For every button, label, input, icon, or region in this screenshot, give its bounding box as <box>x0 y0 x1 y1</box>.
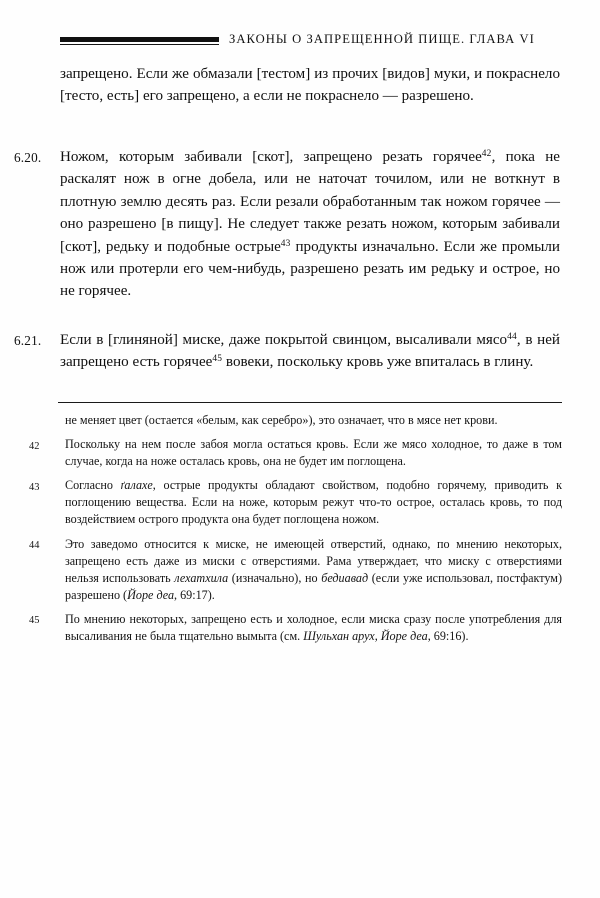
footnote-44-term-lehatchila: лехатхила <box>174 570 229 585</box>
footnote-43-part-2: , острые продукты обладают свойством, подобно горячему, приводить к поглощению вещества. Если на ноже, которым режут что-то острое, осталась кровь, то под воздействием острого продукта она будет поглощена ножом. <box>65 478 562 527</box>
footnote-44-source-yore-dea: Йоре деа <box>127 587 175 602</box>
running-head-rule-ornament <box>60 34 219 45</box>
footnote-44-part-1: Это заведомо относится к миске, не имеющей отверстий, однако, по мнению некоторых, запрещено есть даже из миски с отверстиями. Рама утверждает, что миску с отверстиями нельзя использовать <box>65 536 562 585</box>
footnote-44-part-3: (если уже использовал, постфактум) разрешено ( <box>65 570 562 602</box>
footnote-ref-42[interactable]: 42 <box>481 149 492 160</box>
footnote-43-part-1: Согласно <box>65 478 121 493</box>
rule-thick <box>60 37 219 42</box>
footnote-text-43 <box>65 477 562 528</box>
running-head <box>60 28 576 50</box>
continued-paragraph: запрещено. Если же обмазали [тестом] из прочих [видов] муки, и покраснело [тесто, есть] его запрещено, а если не покраснело — разрешено. <box>60 66 560 105</box>
section-text-part-2: , в ней запрещено есть горячее <box>60 332 560 371</box>
footnote-number-45[interactable]: 45 <box>29 615 40 627</box>
footnote-text-45 <box>65 611 562 645</box>
section-6-21 <box>14 329 560 374</box>
footnotes-area <box>29 412 562 645</box>
footnote-ref-44[interactable]: 44 <box>507 332 517 343</box>
section-text-part-1: Если в [глиняной] миске, даже покрытой свинцом, высаливали мясо <box>60 332 508 348</box>
footnote-45-part-1: По мнению некоторых, запрещено есть и холодное, если миска сразу после употребления для высаливания не была тщательно вымыта (см. <box>65 611 562 644</box>
section-text-part-3: продукты изначально. Если же промыли нож или протерли его чем-нибудь, разрешено резать им редьку и острое, но не горячее. <box>60 238 560 300</box>
section-body <box>60 146 560 303</box>
section-number: 6.20. <box>14 150 42 165</box>
footnote-continued-text: не меняет цвет (остается «белым, как серебро»), это означает, что в мясе нет крови. <box>65 413 498 427</box>
section-body <box>60 329 560 374</box>
footnote-number-44[interactable]: 44 <box>29 540 40 552</box>
footnote-item <box>29 536 562 604</box>
footnote-44-term-bediavad: бедиавад <box>321 570 369 585</box>
section-text-part-1: Ножом, которым забивали [скот], запрещено резать горячее <box>60 149 482 165</box>
footnote-item <box>29 611 562 645</box>
footnote-45-source-shulchan-aruch: Шульхан арух, Йоре деа <box>303 629 428 644</box>
section-text-part-3: вовеки, поскольку кровь уже впиталась в глину. <box>222 354 534 371</box>
footnote-item <box>29 436 562 470</box>
section-6-20 <box>14 146 560 303</box>
rule-thin <box>60 44 219 45</box>
footnote-number-43[interactable]: 43 <box>29 481 40 493</box>
footnote-item <box>29 477 562 528</box>
footnote-text-44 <box>65 536 562 604</box>
footnote-44-part-4: , 69:17). <box>174 587 215 602</box>
footnote-43-term-halacha: ґалахе <box>120 478 153 493</box>
footnote-44-part-2: (изначально), но <box>228 570 322 585</box>
running-head-title: ЗАКОНЫ О ЗАПРЕЩЕННОЙ ПИЩЕ. ГЛАВА VI <box>229 31 535 46</box>
footnote-separator <box>58 402 562 403</box>
footnote-text-42: Поскольку на нем после забоя могла остаться кровь. Если же мясо холодное, то даже в том случае, когда на ноже осталась кровь, она не будет им поглощена. <box>65 437 562 469</box>
section-text-part-2: , пока не раскалят нож в огне добела, или не наточат точилом, или не воткнут в плотную землю десять раз. Если резали обработанным так ножом горячее — оно разрешено [в пищу]. Не следует также резать ножом, которым забивали [скот], редьку и подобные острые <box>60 149 561 255</box>
footnote-number-42[interactable]: 42 <box>29 440 40 452</box>
section-number: 6.21. <box>14 333 42 348</box>
footnote-45-part-2: , 69:16). <box>427 629 469 644</box>
footnote-ref-45[interactable]: 45 <box>212 354 223 365</box>
footnote-ref-43[interactable]: 43 <box>280 238 291 249</box>
